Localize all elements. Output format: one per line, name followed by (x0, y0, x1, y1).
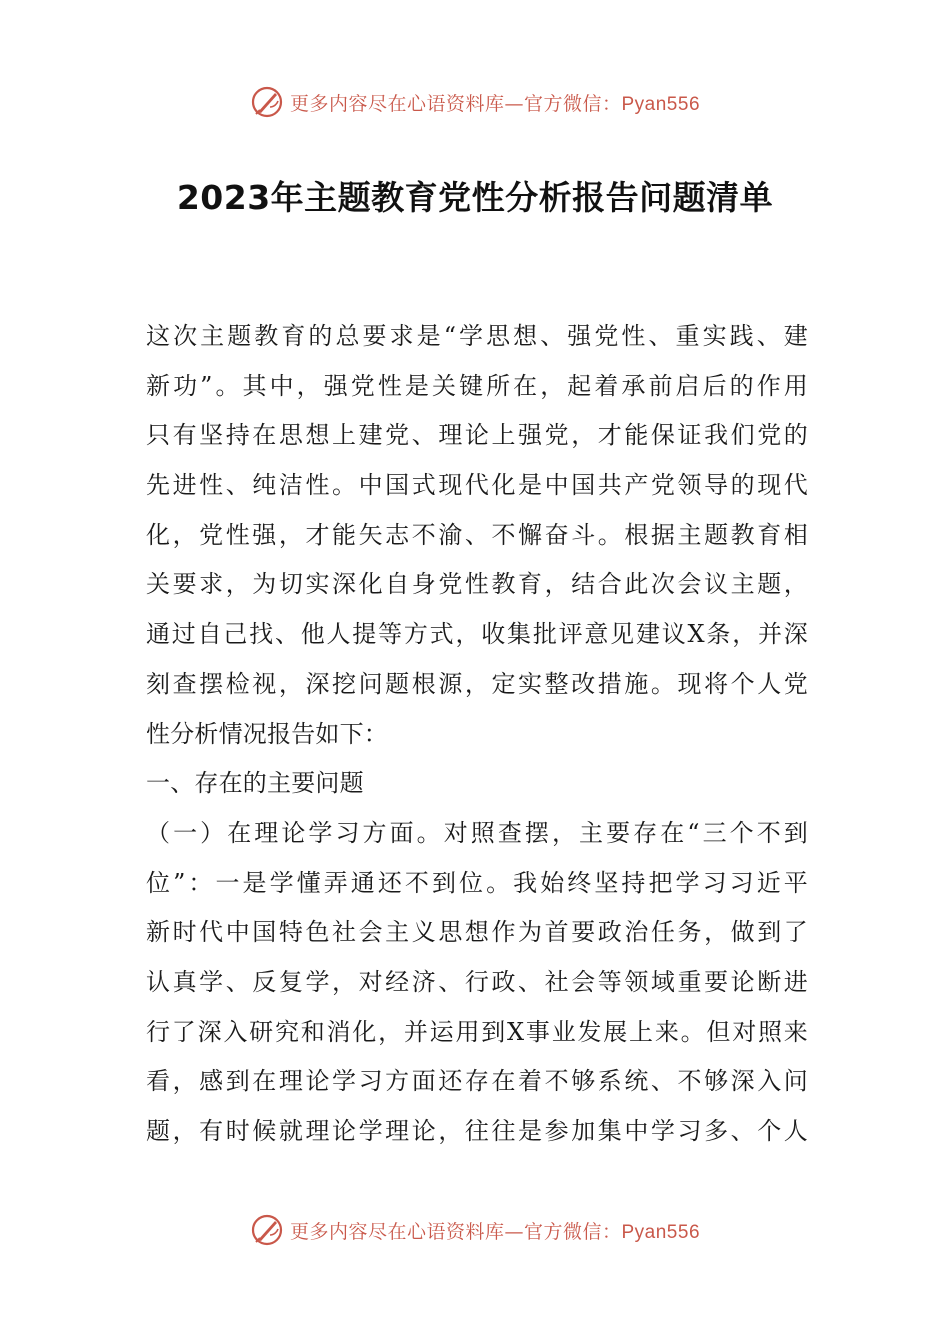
body-line: 先进性、纯洁性。中国式现代化是中国共产党领导的现代 (146, 471, 808, 500)
document-body (146, 312, 808, 1157)
body-line: 新功”。其中，强党性是关键所在，起着承前启后的作用 (146, 371, 808, 400)
body-line: 化，党性强，才能矢志不渝、不懈奋斗。根据主题教育相 (146, 520, 808, 549)
document-title: 2023年主题教育党性分析报告问题清单 (176, 178, 774, 217)
footer-watermark (0, 1210, 950, 1250)
section-heading: 一、存在的主要问题 (146, 769, 364, 798)
body-line: 关要求，为切实深化自身党性教育，结合此次会议主题， (146, 570, 808, 599)
body-line: 性分析情况报告如下： (146, 719, 388, 748)
watermark-text: 更多内容尽在心语资料库—官方微信：Pyan556 (289, 92, 701, 115)
body-line: 认真学、反复学，对经济、行政、社会等领域重要论断进 (146, 967, 808, 996)
body-line: （一）在理论学习方面。对照查摆，主要存在“三个不到 (146, 818, 808, 847)
body-line: 行了深入研究和消化，并运用到X事业发展上来。但对照来 (146, 1017, 808, 1046)
body-line: 题，有时候就理论学理论，往往是参加集中学习多、个人 (146, 1117, 808, 1145)
watermark-text: 更多内容尽在心语资料库—官方微信：Pyan556 (289, 1220, 701, 1243)
body-line: 这次主题教育的总要求是“学思想、强党性、重实践、建 (146, 322, 808, 350)
body-line: 新时代中国特色社会主义思想作为首要政治任务，做到了 (146, 918, 808, 947)
body-line: 看，感到在理论学习方面还存在着不够系统、不够深入问 (146, 1067, 808, 1096)
header-watermark (0, 82, 950, 122)
body-line: 位”：一是学懂弄通还不到位。我始终坚持把学习习近平 (146, 868, 808, 897)
body-line: 刻查摆检视，深挖问题根源，定实整改措施。现将个人党 (146, 669, 808, 698)
body-line: 通过自己找、他人提等方式，收集批评意见建议X条，并深 (146, 620, 808, 649)
body-line: 只有坚持在思想上建党、理论上强党，才能保证我们党的 (146, 421, 808, 450)
quill-pen-logo-icon (250, 85, 284, 119)
quill-pen-logo-icon (250, 1213, 284, 1247)
